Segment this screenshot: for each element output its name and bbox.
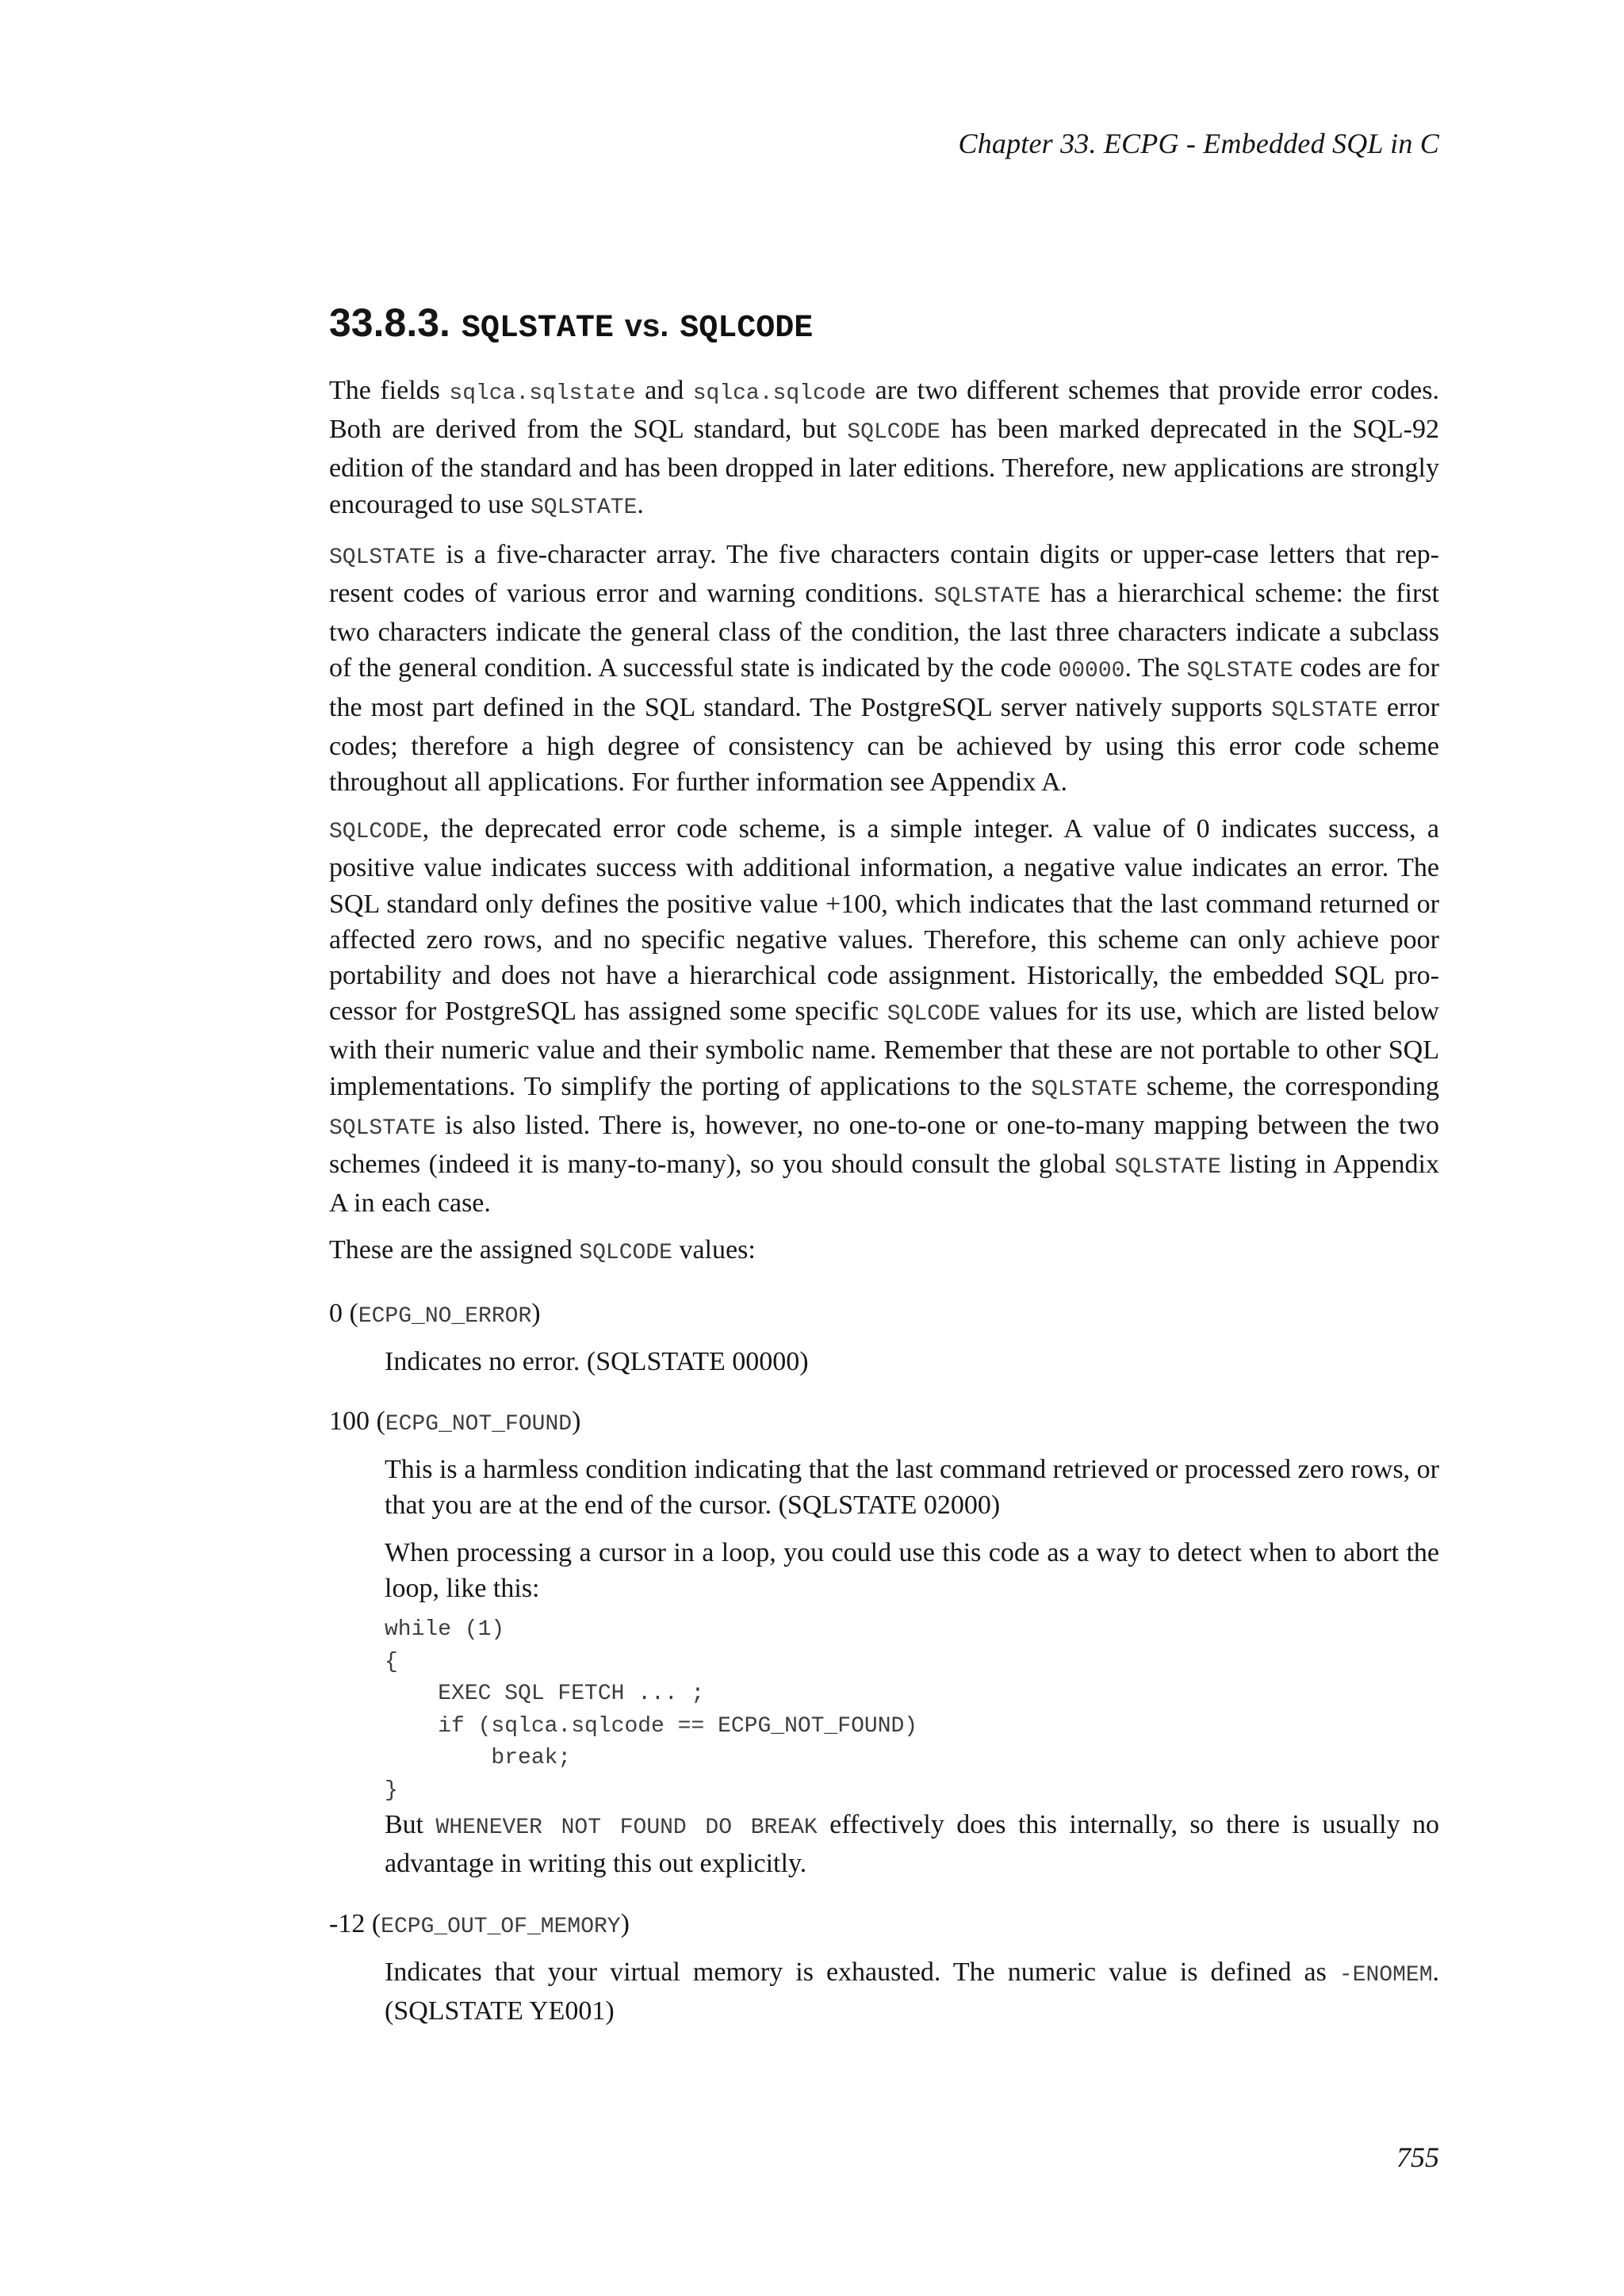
- text-run: .: [637, 489, 644, 519]
- sqlcode-value: -12: [329, 1908, 366, 1938]
- inline-code: SQLCODE: [847, 420, 940, 446]
- inline-code: SQLSTATE: [329, 545, 436, 570]
- section-body: [329, 373, 1439, 2040]
- text-run: has a hierarchical scheme: the first two characters indicate the general class of the condition, the last three characters indicate a subclass of the general condition. A successful state is indicated by the code: [329, 579, 1439, 683]
- sqlcode-term-not-found: 100 (ECPG_NOT_FOUND): [329, 1406, 581, 1437]
- section-title: [329, 300, 814, 346]
- section-title-vs: vs.: [624, 308, 669, 343]
- sqlcode-symbol: ECPG_OUT_OF_MEMORY: [381, 1914, 621, 1939]
- description-text: Indicates no error. (SQLSTATE 00000): [385, 1346, 809, 1376]
- sqlcode-term-out-of-memory: -12 (ECPG_OUT_OF_MEMORY): [329, 1908, 630, 1939]
- text-run: codes are for the most part defined in the SQL standard. The PostgreSQL server natively supports: [329, 653, 1439, 722]
- inline-code: SQLCODE: [579, 1241, 672, 1266]
- inline-code: SQLSTATE: [1271, 698, 1378, 723]
- text-run: listing in Appendix A in each case.: [329, 1150, 1439, 1219]
- sqlcode-desc-out-of-memory: [385, 1954, 1439, 2029]
- text-run: values for its use, which are listed below with their numeric value and their symbolic name. Remember that these are not portable to other SQL implementations. To simplify the porting of applications to the: [329, 997, 1440, 1101]
- sqlcode-list: [329, 1295, 1439, 2029]
- inline-code: sqlca.sqlcode: [692, 381, 867, 406]
- paragraph-sqlcode: [329, 811, 1439, 1221]
- description-text: This is a harmless condition indicating that the last command retrieved or processed zero rows, or that you are at the end of the cursor. (SQLSTATE 02000): [385, 1455, 1439, 1521]
- inline-code: SQLSTATE: [933, 584, 1041, 610]
- sqlcode-desc-no-error: [385, 1344, 1439, 1380]
- inline-code: SQLSTATE: [1031, 1077, 1138, 1102]
- sqlcode-term-no-error: 0 (ECPG_NO_ERROR): [329, 1298, 541, 1329]
- sqlcode-symbol: ECPG_NO_ERROR: [358, 1303, 532, 1329]
- paragraph-sqlstate: [329, 537, 1439, 800]
- description-text: [385, 1954, 1439, 2029]
- section-title-sqlcode: SQLCODE: [680, 311, 814, 346]
- section-title-sqlstate: SQLSTATE: [461, 311, 614, 346]
- paragraph-assigned-values: [329, 1232, 1439, 1271]
- inline-code: SQLSTATE: [530, 495, 638, 520]
- text-run: These are the assigned: [329, 1235, 580, 1265]
- section-number: 33.8.3.: [329, 300, 450, 345]
- description-text: When processing a cursor in a loop, you could use this code as a way to detect when to abort the loop, like this:: [385, 1537, 1439, 1603]
- text-run: and: [635, 376, 693, 405]
- text-run: But: [385, 1810, 436, 1840]
- text-run: . (SQLSTATE YE001): [385, 1957, 1439, 2026]
- text-run: effectively does this internally, so there is usually no advantage in writing this out explicitly.: [385, 1810, 1439, 1879]
- inline-code: 00000: [1058, 659, 1125, 684]
- text-run: is also listed. There is, however, no one-to-one or one-to-many mapping between the two schemes (indeed it is many-to-many), so you should consult the global: [329, 1110, 1439, 1180]
- inline-code: SQLSTATE: [1114, 1155, 1221, 1181]
- text-run: , the deprecated error code scheme, is a simple integer. A value of 0 indicates success, a positive value indicates success with additional information, a negative value indicates an error. The SQL standard only defines the positive value +100, which indicates that the last command returned or affected zero rows, and no specific negative values. Therefore, this scheme can only achieve poor portability and does not have a hierarchical code assignment. Historically, the embedded SQL processor for PostgreSQL has assigned some specific: [329, 814, 1439, 1027]
- text-run: The fields: [329, 376, 450, 405]
- inline-code: sqlca.sqlstate: [449, 381, 636, 406]
- inline-code: WHENEVER NOT FOUND DO BREAK: [435, 1816, 818, 1841]
- inline-code: SQLCODE: [329, 820, 423, 845]
- description-text: [385, 1807, 1439, 1881]
- sqlcode-value: 100: [329, 1406, 370, 1437]
- text-run: has been marked deprecated in the SQL-92 edition of the standard and has been dropped in later editions. Therefore, new applications are strongly encouraged to use: [329, 415, 1439, 519]
- inline-code: -ENOMEM: [1339, 1962, 1433, 1988]
- text-run: error codes; therefore a high degree of consistency can be achieved by using this error code scheme throughout all applications. For further information see Appendix A.: [329, 692, 1439, 798]
- text-run: is a five-character array. The five characters contain digits or upper-case letters that represent codes of various error and warning conditions.: [329, 539, 1439, 609]
- code-example: while (1) { EXEC SQL FETCH ... ; if (sqlca.sqlcode == ECPG_NOT_FOUND) break; }: [385, 1617, 918, 1803]
- inline-code: SQLSTATE: [1186, 659, 1293, 684]
- page-number: 755: [1396, 2141, 1439, 2173]
- sqlcode-symbol: ECPG_NOT_FOUND: [385, 1412, 573, 1437]
- text-run: are two different schemes that provide error codes. Both are derived from the SQL standard, but: [329, 376, 1439, 445]
- inline-code: SQLCODE: [887, 1002, 981, 1027]
- text-run: Indicates that your virtual memory is exhausted. The numeric value is defined as: [385, 1957, 1339, 1987]
- inline-code: SQLSTATE: [329, 1115, 436, 1141]
- paragraph-fields-intro: [329, 373, 1439, 526]
- running-header: Chapter 33. ECPG - Embedded SQL in C: [958, 128, 1439, 159]
- sqlcode-desc-not-found: [385, 1452, 1439, 1881]
- sqlcode-value: 0: [329, 1298, 343, 1328]
- text-run: . The: [1124, 653, 1187, 683]
- text-run: scheme, the corresponding: [1137, 1071, 1440, 1101]
- text-run: values:: [672, 1235, 756, 1265]
